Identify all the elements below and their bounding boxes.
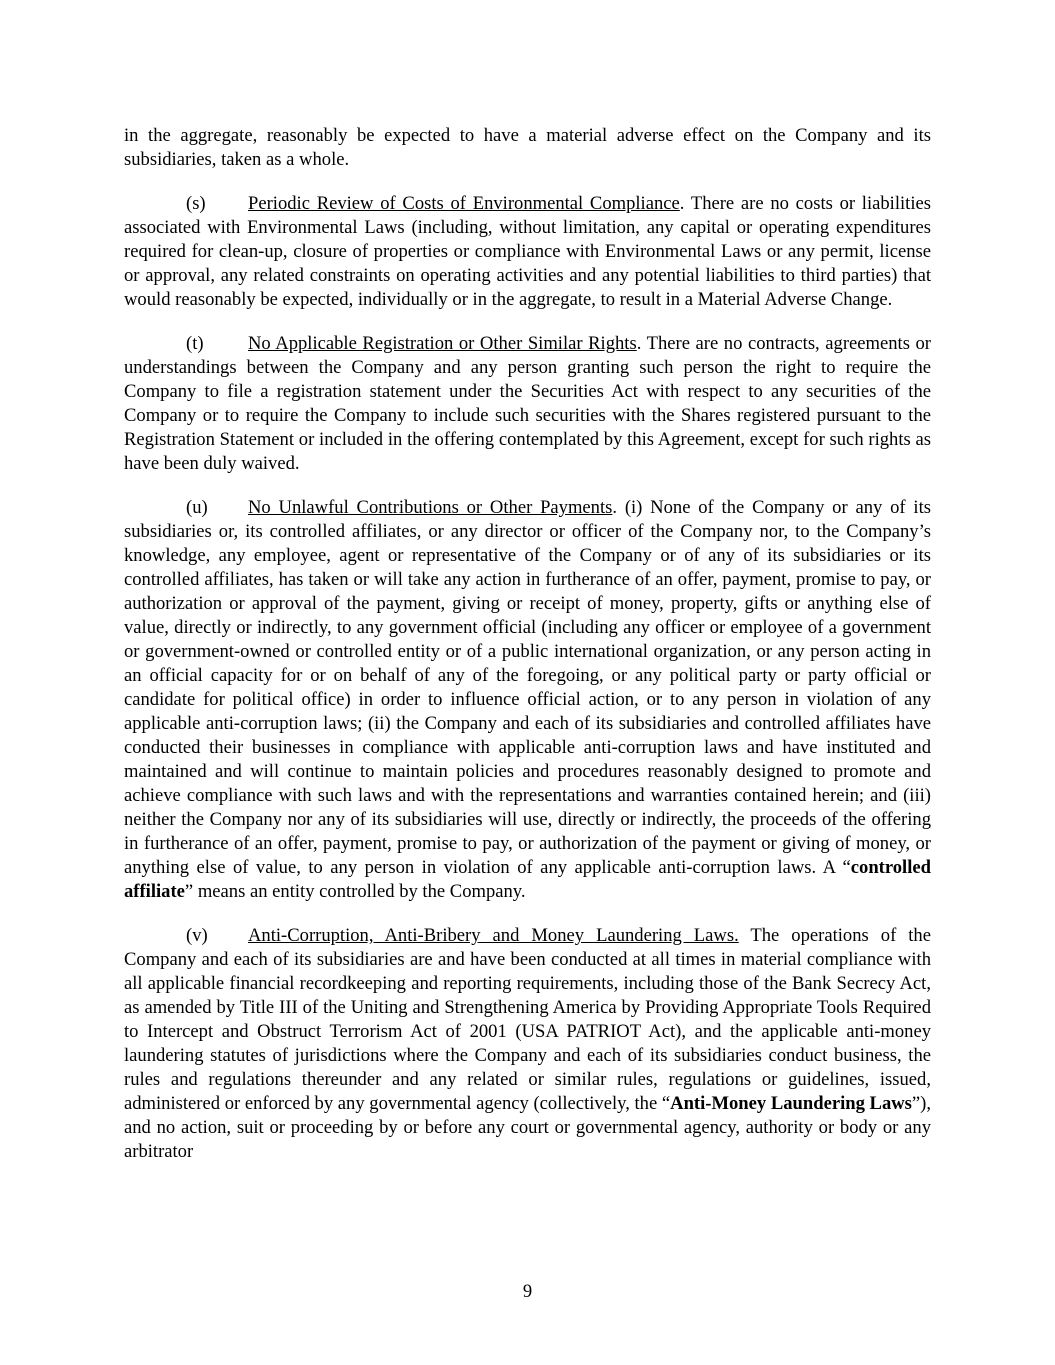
section-s [124,192,931,312]
section-v-body: The operations of the Company and each of its subsidiaries are and have been conducted at all times in material compliance with all applicable financial recordkeeping and reporting requirements, including those of the Bank Secrecy Act, as amended by Title III of the Uniting and Strengthening America by Providing Appropriate Tools Required to Intercept and Obstruct Terrorism Act of 2001 (USA PATRIOT Act), and the applicable anti-money laundering statutes of jurisdictions where the Company and each of its subsidiaries conduct business, the rules and regulations thereunder and any related or similar rules, regulations or guidelines, issued, administered or enforced by any governmental agency (collectively, the “ [124,925,931,1114]
section-v-heading: Anti-Corruption, Anti-Bribery and Money Laundering Laws. [248,925,739,946]
section-s-heading: Periodic Review of Costs of Environmental Compliance [248,193,680,214]
section-u-tail: ” means an entity controlled by the Company. [184,881,526,902]
section-u-body: . (i) None of the Company or any of its subsidiaries or, its controlled affiliates, or any director or officer of the Company nor, to the Company’s knowledge, any employee, agent or representative of the Company or of any of its subsidiaries or its controlled affiliates, has taken or will take any action in furtherance of an offer, payment, promise to pay, or authorization or approval of the payment, giving or receipt of money, property, gifts or anything else of value, directly or indirectly, to any government official (including any officer or employee of a government or government-owned or controlled entity or of a public international organization, or any person acting in an official capacity for or on behalf of any of the foregoing, or any political party or party official or candidate for political office) in order to influence official action, or to any person in violation of any applicable anti-corruption laws; (ii) the Company and each of its subsidiaries and controlled affiliates have conducted their businesses in compliance with applicable anti-corruption laws and have instituted and maintained and will continue to maintain policies and procedures reasonably designed to promote and achieve compliance with such laws and with the representations and warranties contained herein; and (iii) neither the Company nor any of its subsidiaries will use, directly or indirectly, the proceeds of the offering in furtherance of an offer, payment, promise to pay, or authorization of the payment or giving of money, or anything else of value, to any person in violation of any applicable anti-corruption laws. A “ [124,497,931,878]
page-number: 9 [522,1281,533,1302]
section-v [124,924,931,1164]
section-t [124,332,931,476]
section-u-heading: No Unlawful Contributions or Other Payments [248,497,613,518]
section-t-body: . There are no contracts, agreements or understandings between the Company and any person granting such person the right to require the Company to file a registration statement under the Securities Act with respect to any securities of the Company or to require the Company to include such securities with the Shares registered pursuant to the Registration Statement or included in the offering contemplated by this Agreement, except for such rights as have been duly waived. [124,333,931,474]
section-v-number: (v) [186,925,208,946]
section-u-defined-term: controlled affiliate [124,857,931,902]
section-t-heading: No Applicable Registration or Other Similar Rights [248,333,637,354]
section-v-tail: ”), and no action, suit or proceeding by or before any court or governmental agency, authority or body or any arbitrator [124,1093,932,1162]
section-u-number: (u) [186,497,208,518]
intro-paragraph: in the aggregate, reasonably be expected to have a material adverse effect on the Company and its subsidiaries, taken as a whole. [124,125,931,170]
section-v-defined-term: Anti-Money Laundering Laws [670,1093,912,1114]
section-s-body: . There are no costs or liabilities associated with Environmental Laws (including, without limitation, any capital or operating expenditures required for clean-up, closure of properties or compliance with Environmental Laws or any permit, license or approval, any related constraints on operating activities and any potential liabilities to third parties) that would reasonably be expected, individually or in the aggregate, to result in a Material Adverse Change. [124,193,931,310]
section-s-number: (s) [186,193,206,214]
document-page [124,124,931,1184]
section-u [124,496,931,904]
section-t-number: (t) [186,333,204,354]
